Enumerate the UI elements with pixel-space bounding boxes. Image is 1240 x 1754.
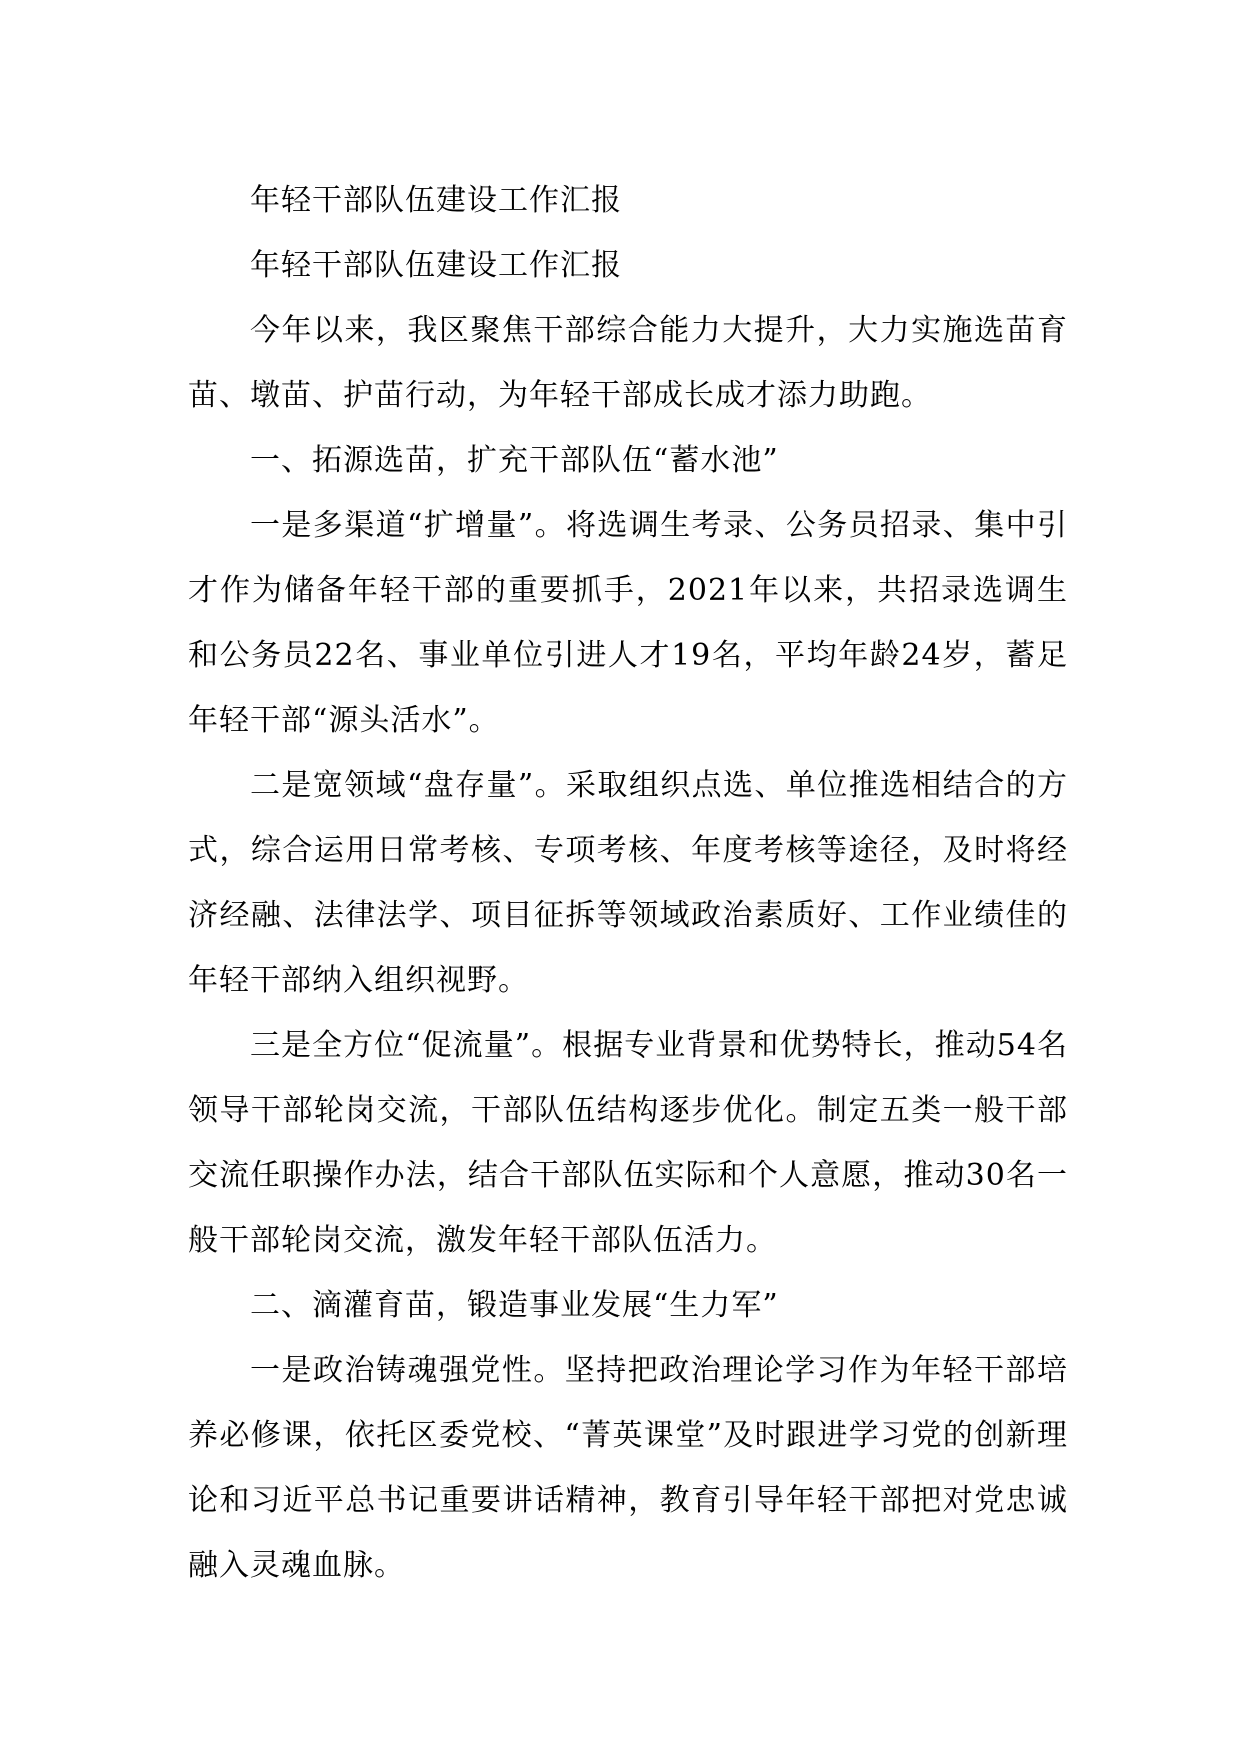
paragraph-1-1: 一是多渠道“扩增量”。将选调生考录、公务员招录、集中引才作为储备年轻干部的重要抓手，2021年以来，共招录选调生和公务员22名、事业单位引进人才19名，平均年龄24岁，蓄足年轻干部“源头活水”。 xyxy=(188,508,1068,738)
paragraph-2-1: 一是政治铸魂强党性。坚持把政治理论学习作为年轻干部培养必修课，依托区委党校、“菁英课堂”及时跟进学习党的创新理论和习近平总书记重要讲话精神，教育引导年轻干部把对党忠诚融入灵魂血脉。 xyxy=(188,1353,1068,1583)
document-title: 年轻干部队伍建设工作汇报 xyxy=(250,183,622,218)
section-heading-1: 一、拓源选苗，扩充干部队伍“蓄水池” xyxy=(250,443,779,478)
document-body xyxy=(188,168,1068,1598)
section-heading-2: 二、滴灌育苗，锻造事业发展“生力军” xyxy=(250,1288,779,1323)
document-subtitle: 年轻干部队伍建设工作汇报 xyxy=(250,248,622,283)
paragraph-1-2: 二是宽领域“盘存量”。采取组织点选、单位推选相结合的方式，综合运用日常考核、专项考核、年度考核等途径，及时将经济经融、法律法学、项目征拆等领域政治素质好、工作业绩佳的年轻干部纳入组织视野。 xyxy=(188,768,1068,998)
paragraph-intro: 今年以来，我区聚焦干部综合能力大提升，大力实施选苗育苗、墩苗、护苗行动，为年轻干部成长成才添力助跑。 xyxy=(188,313,1068,413)
paragraph-1-3: 三是全方位“促流量”。根据专业背景和优势特长，推动54名领导干部轮岗交流，干部队伍结构逐步优化。制定五类一般干部交流任职操作办法，结合干部队伍实际和个人意愿，推动30名一般干部轮岗交流，激发年轻干部队伍活力。 xyxy=(188,1028,1068,1258)
